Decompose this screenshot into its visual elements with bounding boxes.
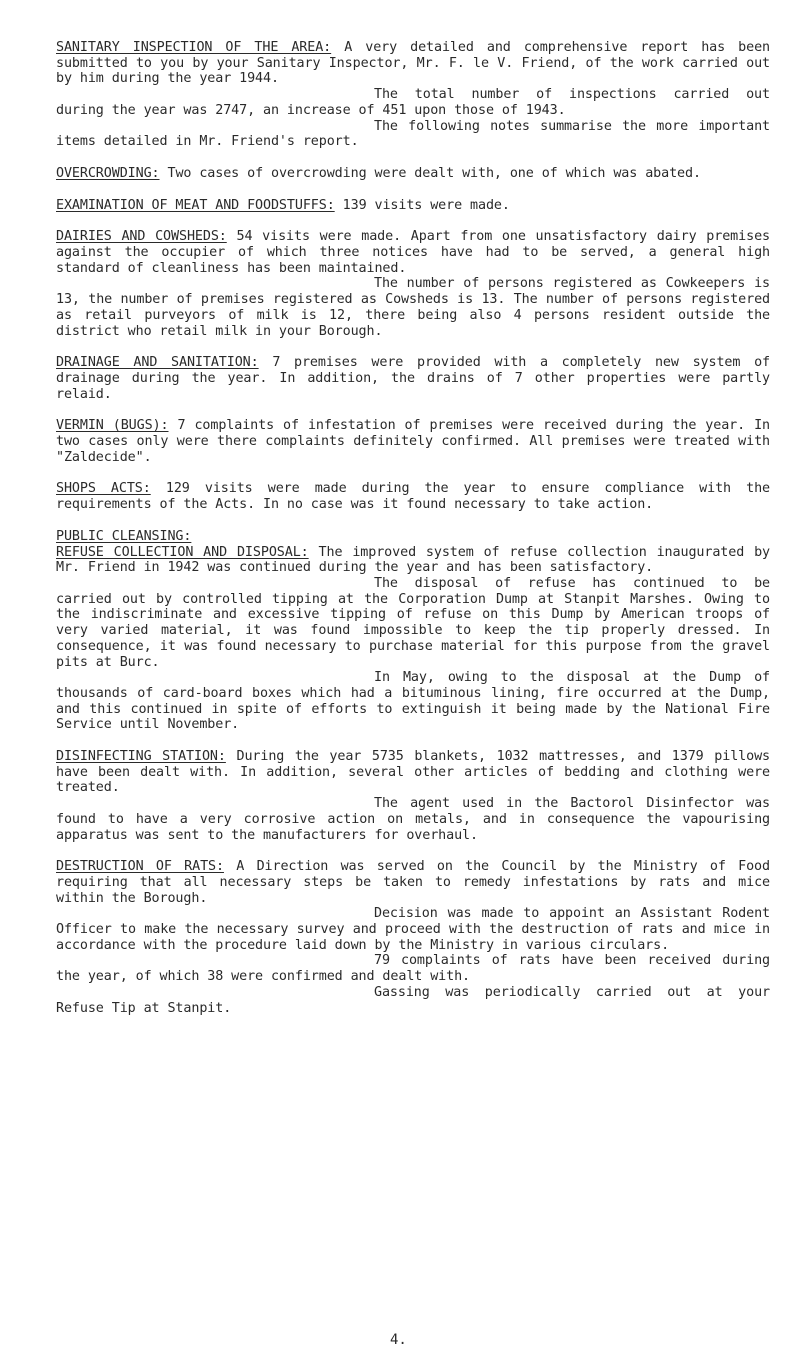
paragraph: The number of persons registered as Cowkeepers is 13, the number of premises registered as Cowsheds is 13. The number of persons registered as retail purveyors of milk is 12, there being also 4 persons resident outside the district who retail milk in your Borough.	[56, 276, 770, 339]
section-drainage	[56, 355, 770, 402]
paragraph: Gassing was periodically carried out at your Refuse Tip at Stanpit.	[56, 984, 770, 1016]
section-heading: DISINFECTING STATION:	[56, 749, 226, 765]
section-lead-text: 139 visits were made.	[342, 197, 510, 213]
paragraph-lead	[56, 198, 770, 214]
section-lead-text: A very detailed and comprehensive report has been submitted to you by your Sanitary Inspector, Mr. F. le V. Friend, of the work carried out by him during the year 1944.	[56, 40, 770, 87]
section-heading: VERMIN (BUGS):	[56, 418, 169, 434]
paragraph: In May, owing to the disposal at the Dump of thousands of card-board boxes which had a bituminous lining, fire occurred at the Dump, and this continued in spite of efforts to extinguish it being made by the National Fire Service until November.	[56, 670, 770, 733]
section-lead-text: 7 premises were provided with a completely new system of drainage during the year. In addition, the drains of 7 other properties were partly relaid.	[56, 355, 770, 402]
paragraph: Decision was made to appoint an Assistant Rodent Officer to make the necessary survey and proceed with the destruction of rats and mice in accordance with the procedure laid down by the Ministry in various circulars.	[56, 906, 770, 953]
section-shops-acts	[56, 481, 770, 512]
section-overcrowding	[56, 166, 770, 182]
section-vermin	[56, 418, 770, 465]
section-heading: PUBLIC CLEANSING:	[56, 528, 192, 544]
paragraph-lead	[56, 229, 770, 276]
section-heading: DRAINAGE AND SANITATION:	[56, 355, 259, 371]
section-dairies	[56, 229, 770, 339]
section-lead-text: A Direction was served on the Council by the Ministry of Food requiring that all necessary steps be taken to remedy infestations by rats and mice within the Borough.	[56, 859, 770, 906]
section-meat-foodstuffs	[56, 198, 770, 214]
section-heading: DAIRIES AND COWSHEDS:	[56, 229, 227, 245]
page-number: 4.	[390, 1332, 407, 1348]
paragraph-lead	[56, 166, 770, 182]
section-lead-text: Two cases of overcrowding were dealt with, one of which was abated.	[167, 165, 701, 181]
section-lead-text: 54 visits were made. Apart from one unsatisfactory dairy premises against the occupier of which three notices have had to be served, a general high standard of cleanliness has been maintained.	[56, 229, 770, 276]
section-sub-heading: REFUSE COLLECTION AND DISPOSAL:	[56, 544, 309, 560]
paragraph-lead	[56, 749, 770, 796]
paragraph-lead	[56, 859, 770, 906]
section-lead-text: The improved system of refuse collection inaugurated by Mr. Friend in 1942 was continued during the year and has been satisfactory.	[56, 544, 771, 576]
paragraph: 79 complaints of rats have been received during the year, of which 38 were confirmed and dealt with.	[56, 953, 770, 985]
paragraph-lead	[56, 545, 770, 576]
section-lead-text: 129 visits were made during the year to ensure compliance with the requirements of the Acts. In no case was it found necessary to take action.	[56, 481, 770, 513]
paragraph-lead	[56, 355, 770, 402]
section-rats	[56, 859, 770, 1016]
section-sanitary-inspection	[56, 40, 770, 150]
section-heading: DESTRUCTION OF RATS:	[56, 859, 224, 875]
paragraph-lead	[56, 481, 770, 512]
paragraph: The disposal of refuse has continued to be carried out by controlled tipping at the Corporation Dump at Stanpit Marshes. Owing to the indiscriminate and excessive tipping of refuse on this Dump by American troops of very varied material, it was found impossible to keep the tip properly dressed. In consequence, it was found necessary to purchase material for this purpose from the gravel pits at Burc.	[56, 575, 770, 670]
section-public-cleansing	[56, 529, 770, 733]
paragraph: The total number of inspections carried out during the year was 2747, an increase of 451 upon those of 1943.	[56, 87, 770, 118]
section-heading: OVERCROWDING:	[56, 165, 160, 181]
section-heading: SHOPS ACTS:	[56, 481, 151, 497]
paragraph: The agent used in the Bactorol Disinfector was found to have a very corrosive action on metals, and in consequence the vapourising apparatus was sent to the manufacturers for overhaul.	[56, 796, 770, 843]
section-heading: SANITARY INSPECTION OF THE AREA:	[56, 40, 332, 55]
section-disinfecting	[56, 749, 770, 843]
section-lead-text: During the year 5735 blankets, 1032 mattresses, and 1379 pillows have been dealt with. In addition, several other articles of bedding and clothing were treated.	[56, 749, 771, 796]
paragraph: The following notes summarise the more important items detailed in Mr. Friend's report.	[56, 118, 770, 150]
paragraph-lead	[56, 418, 770, 465]
section-lead-text: 7 complaints of infestation of premises were received during the year. In two cases only were there complaints definitely confirmed. All premises were treated with "Zaldecide".	[56, 418, 771, 465]
paragraph-lead	[56, 40, 770, 87]
section-heading: EXAMINATION OF MEAT AND FOODSTUFFS:	[56, 197, 335, 213]
